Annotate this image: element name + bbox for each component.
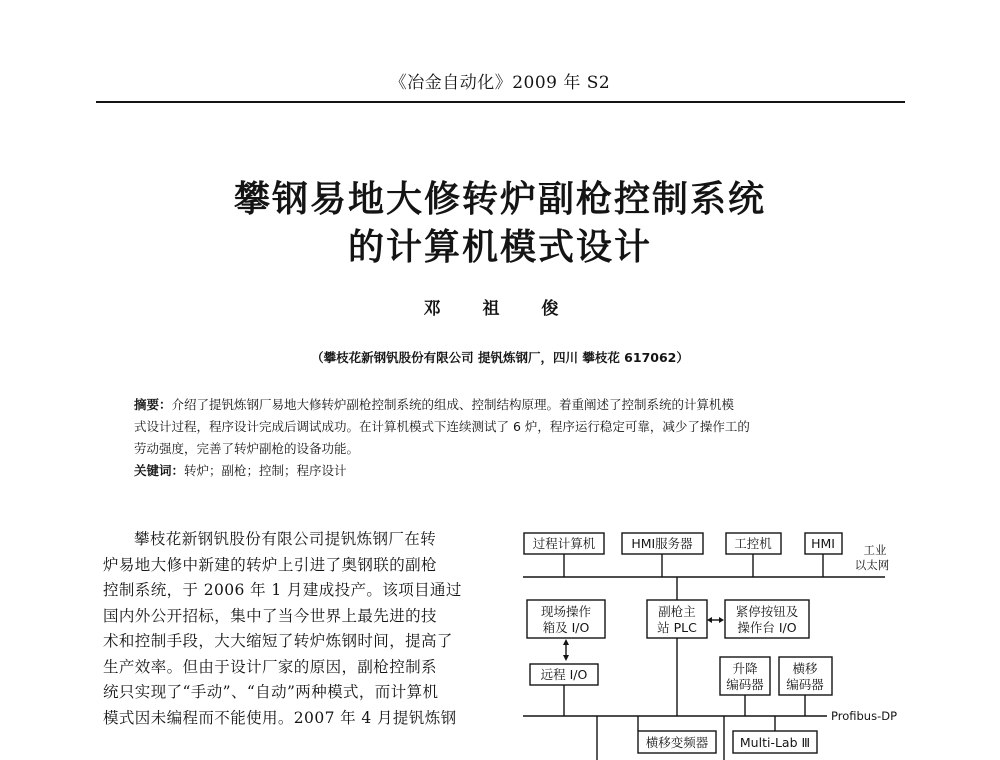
body-line: 术和控制手段，大大缩短了转炉炼钢时间，提高了 [103,632,453,650]
paper-title-line-1: 攀钢易地大修转炉副枪控制系统 [233,179,766,220]
ethernet-label: 工业 [863,543,887,557]
body-text [103,527,495,731]
abstract-line [134,394,872,416]
body-line: 生产效率。但由于设计厂家的原因，副枪控制系 [103,657,437,676]
field-operation-label: 箱及 I/O [542,620,590,635]
plc-main-label: 站 PLC [657,620,697,635]
header-rule [96,101,905,103]
body-line: 攀枝花新钢钒股份有限公司提钒炼钢厂在转 [134,530,437,548]
hmi-label: HMI [811,536,835,551]
lift-encoder-label: 升降 [732,661,758,676]
keywords-label: 关键词： [134,463,185,478]
keywords-line [134,460,872,482]
traverse-vfd-label: 横移变频器 [645,735,709,750]
body-line: 控制系统，于 2006 年 1 月建成投产。该项目通过 [103,581,462,599]
ethernet-label: 以太网 [854,558,890,572]
estop-console-label: 操作台 I/O [737,620,797,635]
traverse-encoder-label: 编码器 [786,677,824,692]
affiliation: （攀枝花新钢钒股份有限公司 提钒炼钢厂，四川 攀枝花 617062） [311,350,689,365]
body-line: 统只实现了“手动”、“自动”两种模式，而计算机 [103,683,439,701]
remote-io-label: 远程 I/O [540,667,588,682]
abstract-text: 式设计过程，程序设计完成后调试成功。在计算机模式下连续测试了 6 炉，程序运行稳定可靠，减少了操作工的 [134,419,750,434]
traverse-encoder-label: 横移 [792,661,818,676]
lift-encoder-label: 编码器 [726,677,764,692]
system-diagram [515,525,910,760]
plc-main-label: 副枪主 [658,604,696,619]
paper-title-line-2: 的计算机模式设计 [347,227,652,268]
ipc-label: 工控机 [734,536,772,551]
keywords-text: 转炉；副枪；控制；程序设计 [184,463,347,478]
abstract-text: 介绍了提钒炼钢厂易地大修转炉副枪控制系统的组成、控制结构原理。着重阐述了控制系统的计算机模 [171,397,735,412]
field-operation-label: 现场操作 [540,604,592,619]
body-line: 炉易地大修中新建的转炉上引进了奥钢联的副枪 [103,555,437,574]
estop-console-label: 紧停按钮及 [735,604,799,619]
body-line: 模式因未编程而不能使用。2007 年 4 月提钒炼钢 [103,708,457,727]
hmi-server-label: HMI服务器 [631,536,693,551]
body-line: 国内外公开招标，集中了当今世界上最先进的技 [103,606,437,625]
multilab-label: Multi-Lab Ⅲ [739,735,811,750]
abstract-text: 劳动强度，完善了转炉副枪的设备功能。 [134,441,360,456]
journal-header: 《冶金自动化》2009 年 S2 [389,73,611,93]
abstract-label: 摘要： [134,397,172,412]
author: 邓 祖 俊 [423,299,577,319]
process-computer-label: 过程计算机 [532,536,596,551]
abstract [134,394,872,482]
profibus-label: Profibus-DP [831,709,898,723]
